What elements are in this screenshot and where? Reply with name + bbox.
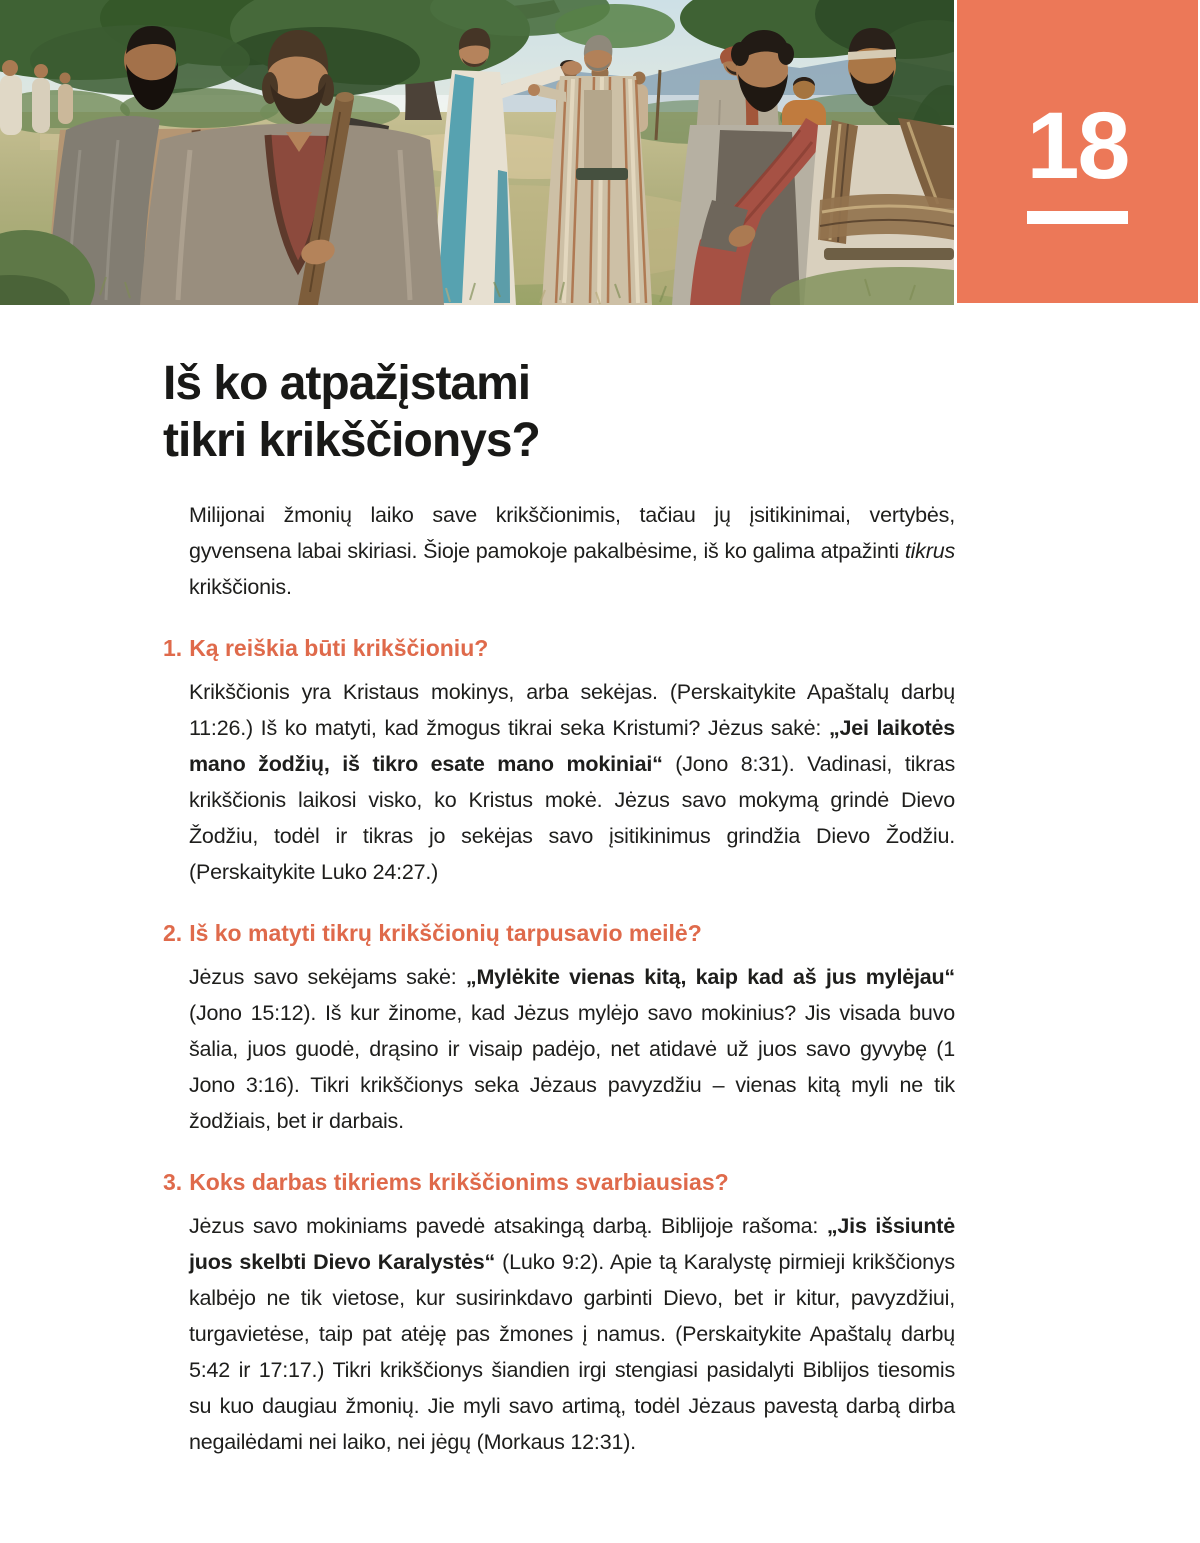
section-2-number: 2. [163, 920, 183, 946]
section-1-body: Krikščionis yra Kristaus mokinys, arba sekėjas. (Perskaitykite Apaštalų darbų 11:26.) Iš ko matyti, kad žmogus tikrai seka Kristumi? Jėzus sakė: „Jei laikotės mano žodžių, iš tikro esate mano mokiniai“ (Jono 8:31). Vadinasi, tikras krikščionis laikosi visko, ko Kristus mokė. Jėzus savo mokymą grindė Dievo Žodžiu, todėl ir tikras jo sekėjas savo įsitikinimus grindžia Dievo Žodžiu. (Perskaitykite Luko 24:27.) [189, 680, 955, 884]
section-2 [163, 918, 955, 1139]
section-3-heading [163, 1167, 955, 1197]
section-3-body: Jėzus savo mokiniams pavedė atsakingą darbą. Biblijoje rašoma: „Jis išsiuntė juos skelbti Dievo Karalystės“ (Luko 9:2). Apie tą Karalystę pirmieji krikščionys kalbėjo ne tik vietose, kur susirinkdavo garbinti Dievo, bet ir kitur, pavyzdžiui, turgavietėse, taip pat atėję pas žmones į namus. (Perskaitykite Apaštalų darbų 5:42 ir 17:17.) Tikri krikščionys šiandien irgi stengiasi pasidalyti Biblijos tiesomis su kuo daugiau žmonių. Jie myli savo artimą, todėl Jėzaus pavestą darbą dirba negailėdami nei laiko, nei jėgų (Morkaus 12:31). [189, 1214, 955, 1454]
lesson-number-block [957, 0, 1198, 303]
page-title-line-1: Iš ko atpažįstami [163, 357, 531, 410]
section-1 [163, 633, 955, 890]
lesson-number: 18 [1026, 93, 1129, 200]
section-3-number: 3. [163, 1169, 183, 1195]
section-2-heading-text: Iš ko matyti tikrų krikščionių tarpusavio meilė? [189, 920, 702, 946]
lesson-content [0, 355, 1200, 1460]
header-photo [0, 0, 954, 305]
page-title [163, 355, 955, 469]
section-3-heading-text: Koks darbas tikriems krikščionims svarbiausias? [189, 1169, 729, 1195]
page-title-line-2: tikri krikščionys? [163, 414, 540, 467]
intro-paragraph: Milijonai žmonių laiko save krikščionimis, tačiau jų įsitikinimai, vertybės, gyvensena labai skiriasi. Šioje pamokoje pakalbėsime, iš ko galima atpažinti tikrus krikščionis. [189, 503, 955, 599]
section-1-heading [163, 633, 955, 663]
lesson-number-rule [1027, 211, 1128, 224]
section-1-heading-text: Ką reiškia būti krikščioniu? [189, 635, 489, 661]
section-3 [163, 1167, 955, 1460]
section-2-heading [163, 918, 955, 948]
section-1-number: 1. [163, 635, 183, 661]
section-2-body: Jėzus savo sekėjams sakė: „Mylėkite vienas kitą, kaip kad aš jus mylėjau“ (Jono 15:12). Iš kur žinome, kad Jėzus mylėjo savo mokinius? Jis visada buvo šalia, juos guodė, drąsino ir visaip padėjo, net atidavė už juos savo gyvybę (1 Jono 3:16). Tikri krikščionys seka Jėzaus pavyzdžiu – vienas kitą myli ne tik žodžiais, bet ir darbais. [189, 965, 955, 1133]
header-photo-illustration [0, 0, 954, 305]
page-header [0, 0, 1200, 305]
